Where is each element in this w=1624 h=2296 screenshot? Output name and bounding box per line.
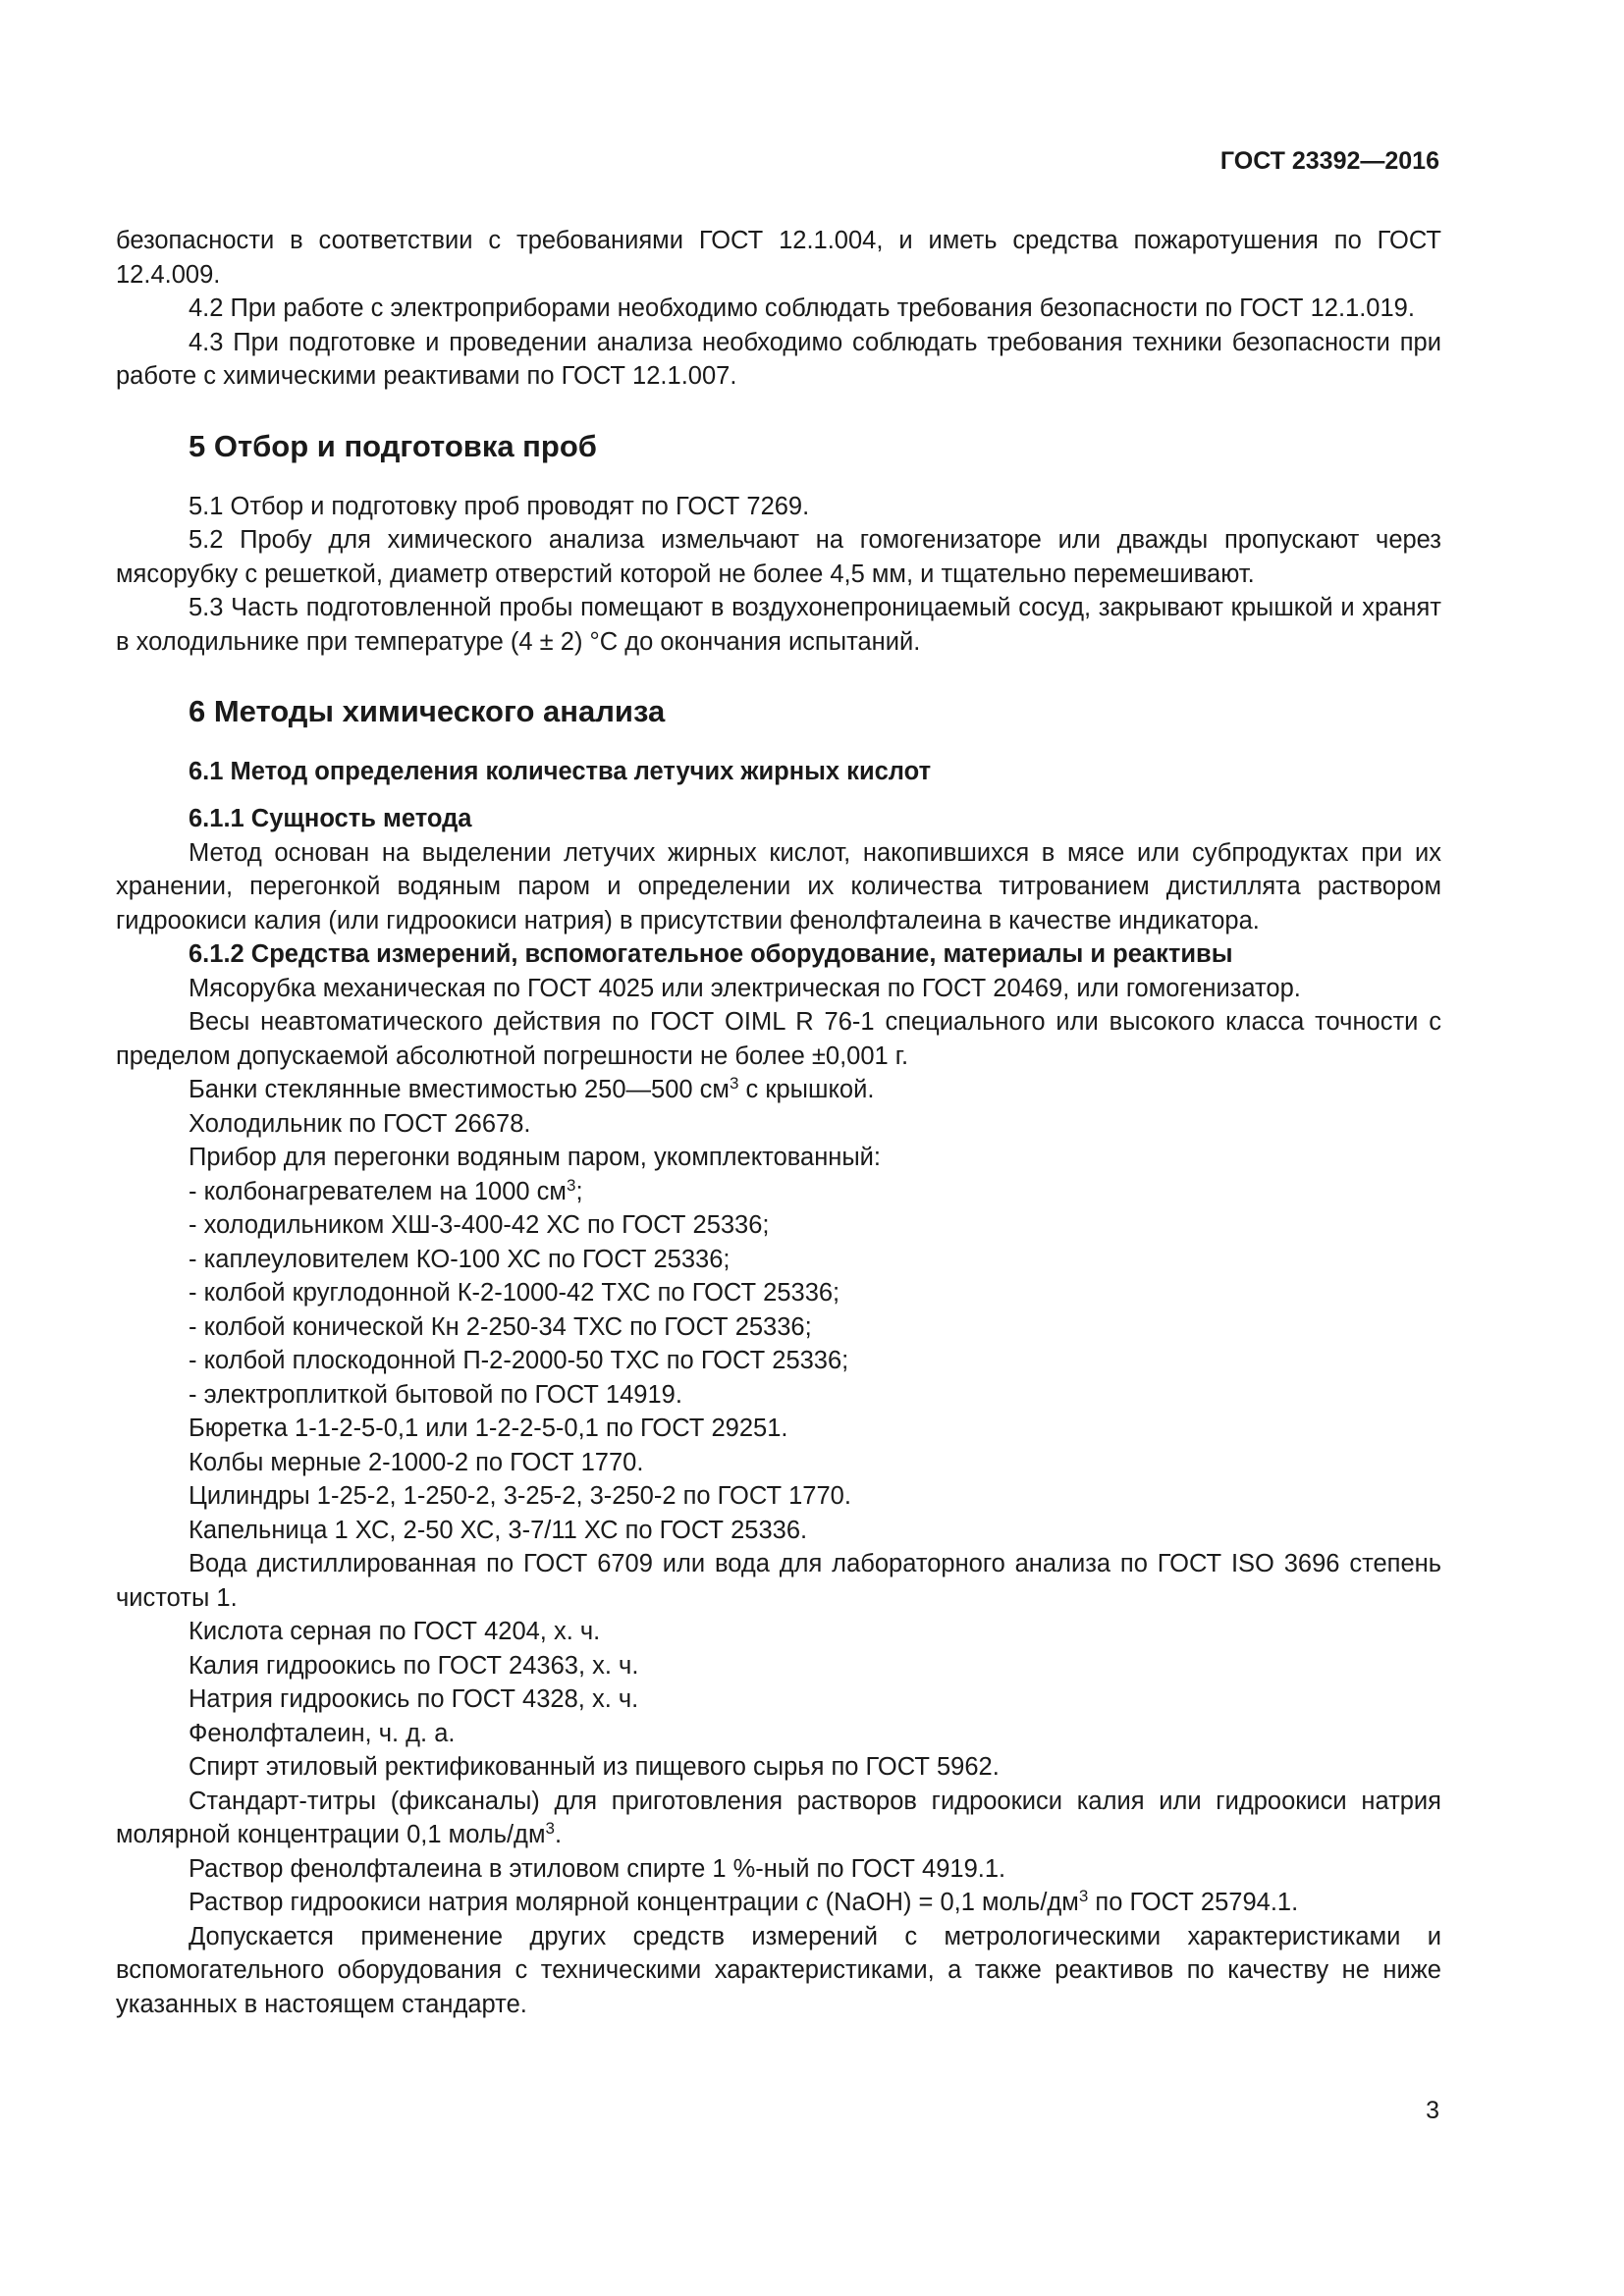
equipment-refrigerator: Холодильник по ГОСТ 26678.: [189, 1109, 531, 1138]
equipment-distillation-apparatus: Прибор для перегонки водяным паром, укомплектованный:: [189, 1144, 882, 1171]
list-item: - каплеуловителем КО-100 ХС по ГОСТ 25336;: [189, 1245, 731, 1273]
paragraph-method-essence: Метод основан на выделении летучих жирных кислот, накопившихся в мясе или субпродуктах при их хранении, перегонкой водяным паром и определении их количества титрованием дистиллята раствором гидроокиси калия (или гидроокиси натрия) в присутствии фенолфталеина в качестве индикатора.: [116, 838, 1441, 934]
list-item: - колбой круглодонной К-2-1000-42 ТХС по ГОСТ 25336;: [189, 1279, 840, 1307]
equipment-volumetric-flasks: Колбы мерные 2-1000-2 по ГОСТ 1770.: [189, 1448, 644, 1476]
equipment-glass-jars: Банки стеклянные вместимостью 250—500 $см^3$ с крышкой.: [189, 1074, 875, 1103]
equipment-dropper: Капельница 1 ХС, 2-50 ХС, 3-7/11 ХС по ГОСТ 25336.: [189, 1516, 808, 1544]
section-6-heading: 6 Методы химического анализа: [189, 694, 666, 728]
reagent-standard-titres: Стандарт-титры (фиксаналы) для приготовления растворов гидроокиси калия или гидроокиси натрия молярной концентрации 0,1 моль/$дм^3$.: [116, 1787, 1441, 1848]
section-5-heading: 5 Отбор и подготовка проб: [189, 428, 597, 463]
list-item: - электроплиткой бытовой по ГОСТ 14919.: [189, 1380, 682, 1409]
equipment-meat-grinder: Мясорубка механическая по ГОСТ 4025 или электрическая по ГОСТ 20469, или гомогенизатор.: [189, 974, 1301, 1002]
reagent-phenolphthalein-solution: Раствор фенолфталеина в этиловом спирте 1 %-ный по ГОСТ 4919.1.: [189, 1854, 1006, 1883]
list-item: - колбонагревателем на 1000 $см^3$;: [189, 1175, 583, 1205]
reagent-sodium-hydroxide: Натрия гидроокись по ГОСТ 4328, х. ч.: [189, 1685, 639, 1713]
paragraph-safety-continued: безопасности в соответствии с требованиями ГОСТ 12.1.004, и иметь средства пожаротушения по ГОСТ 12.4.009.: [116, 227, 1441, 289]
reagent-naoh-solution: Раствор гидроокиси натрия молярной концентрации с (NaOH) = 0,1 моль/$дм^3$ по ГОСТ 25794.1.: [189, 1887, 1299, 1916]
subsection-6-1-1-heading: 6.1.1 Сущность метода: [189, 805, 472, 832]
paragraph-5-1: 5.1 Отбор и подготовку проб проводят по ГОСТ 7269.: [189, 492, 810, 520]
list-item: - колбой плоскодонной П-2-2000-50 ТХС по ГОСТ 25336;: [189, 1347, 849, 1374]
paragraph-5-3: 5.3 Часть подготовленной пробы помещают в воздухонепроницаемый сосуд, закрывают крышкой и хранят в холодильнике при температуре (4 ± 2) °С до окончания испытаний.: [116, 594, 1441, 656]
paragraph-alternatives-allowed: Допускается применение других средств измерений с метрологическими характеристиками и вспомогательного оборудования с техническими характеристиками, а также реактивов по качеству не ниже указанных в настоящем стандарте.: [116, 1922, 1441, 2018]
equipment-burette: Бюретка 1-1-2-5-0,1 или 1-2-2-5-0,1 по ГОСТ 29251.: [189, 1415, 788, 1442]
list-item: - холодильником ХШ-3-400-42 ХС по ГОСТ 25336;: [189, 1211, 770, 1239]
document-code-header: ГОСТ 23392—2016: [1219, 147, 1439, 175]
document-body: [116, 224, 1441, 2021]
paragraph-4-3: 4.3 При подготовке и проведении анализа необходимо соблюдать требования техники безопасности при работе с химическими реактивами по ГОСТ 12.1.007.: [116, 328, 1441, 390]
paragraph-4-2: 4.2 При работе с электроприборами необходимо соблюдать требования безопасности по ГОСТ 12.1.019.: [189, 294, 1415, 322]
subsection-6-1-2-heading: 6.1.2 Средства измерений, вспомогательное оборудование, материалы и реактивы: [189, 940, 1233, 968]
subsection-6-1-heading: 6.1 Метод определения количества летучих жирных кислот: [189, 758, 932, 785]
reagent-ethyl-alcohol: Спирт этиловый ректификованный из пищевого сырья по ГОСТ 5962.: [189, 1753, 1000, 1781]
equipment-cylinders: Цилиндры 1-25-2, 1-250-2, 3-25-2, 3-250-2 по ГОСТ 1770.: [189, 1482, 851, 1510]
page-number: 3: [1426, 2097, 1439, 2124]
paragraph-5-2: 5.2 Пробу для химического анализа измельчают на гомогенизаторе или дважды пропускают через мясорубку с решеткой, диаметр отверстий которой не более 4,5 мм, и тщательно перемешивают.: [116, 526, 1441, 588]
reagent-potassium-hydroxide: Калия гидроокись по ГОСТ 24363, х. ч.: [189, 1651, 639, 1680]
list-item: - колбой конической Кн 2-250-34 ТХС по ГОСТ 25336;: [189, 1312, 812, 1341]
reagent-phenolphthalein: Фенолфталеин, ч. д. а.: [189, 1719, 456, 1747]
equipment-scales: Весы неавтоматического действия по ГОСТ OIML R 76-1 специального или высокого класса точности с пределом допускаемой абсолютной погрешности не более ±0,001 г.: [116, 1008, 1441, 1070]
reagent-distilled-water: Вода дистиллированная по ГОСТ 6709 или вода для лабораторного анализа по ГОСТ ISO 3696 степень чистоты 1.: [116, 1550, 1441, 1612]
reagent-sulfuric-acid: Кислота серная по ГОСТ 4204, х. ч.: [189, 1618, 601, 1645]
